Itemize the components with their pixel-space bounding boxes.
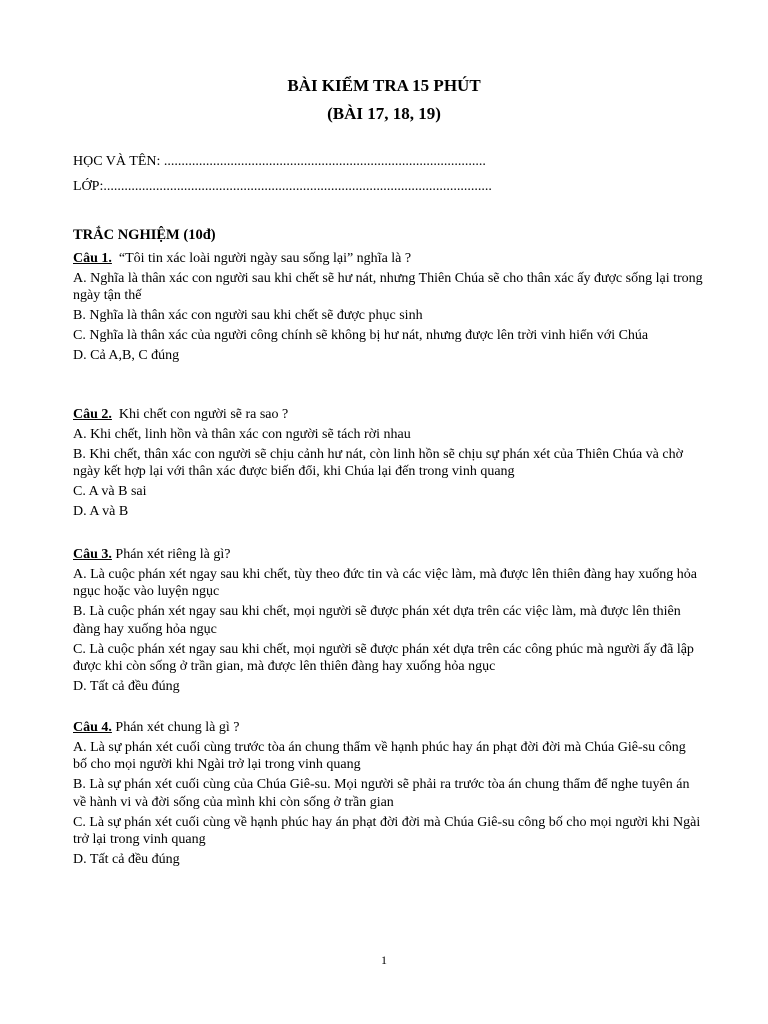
question-2 bbox=[73, 406, 703, 523]
document-title: BÀI KIỂM TRA 15 PHÚT bbox=[287, 76, 481, 95]
question-3-label: Câu 3. bbox=[73, 547, 112, 562]
question-3 bbox=[73, 546, 703, 698]
question-4-header bbox=[73, 719, 703, 737]
question-1-option-d: D. Cả A,B, C đúng bbox=[73, 348, 180, 363]
question-4-option-b: B. Là sự phán xét cuối cùng của Chúa Giê-su. Mọi người sẽ phải ra trước tòa án chung thẩm để nghe tuyên án về hành vi và đời sống của mình khi còn sống ở trần gian bbox=[73, 777, 690, 810]
question-1 bbox=[73, 250, 703, 367]
question-2-option-d: D. A và B bbox=[73, 504, 129, 519]
question-1-text: “Tôi tin xác loài người ngày sau sống lại” nghĩa là ? bbox=[118, 251, 412, 266]
question-4-option-a: A. Là sự phán xét cuối cùng trước tòa án chung thẩm về hạnh phúc hay án phạt đời đời mà Chúa Giê-su công bố cho mọi người khi Ngài trở lại trong vinh quang bbox=[73, 739, 686, 772]
question-2-text: Khi chết con người sẽ ra sao ? bbox=[118, 407, 289, 422]
question-4-label: Câu 4. bbox=[73, 720, 112, 735]
page-number: 1 bbox=[381, 953, 387, 967]
document-subtitle: (BÀI 17, 18, 19) bbox=[327, 104, 441, 123]
question-1-option-b: B. Nghĩa là thân xác con người sau khi chết sẽ được phục sinh bbox=[73, 308, 423, 323]
question-4-text: Phán xét chung là gì ? bbox=[115, 720, 240, 735]
question-3-option-b: B. Là cuộc phán xét ngay sau khi chết, mọi người sẽ được phán xét dựa trên các việc làm, mà được lên thiên đàng hay xuống hỏa ngục bbox=[73, 604, 681, 637]
question-2-option-b: B. Khi chết, thân xác con người sẽ chịu cảnh hư nát, còn linh hồn sẽ chịu sự phán xét của Thiên Chúa và chờ ngày kết hợp lại với thân xác được biến đổi, khi Chúa lại đến trong vinh quang bbox=[73, 446, 683, 479]
question-4 bbox=[73, 719, 703, 871]
question-1-header bbox=[73, 250, 703, 268]
question-2-option-c: C. A và B sai bbox=[73, 484, 147, 499]
question-2-option-a: A. Khi chết, linh hồn và thân xác con người sẽ tách rời nhau bbox=[73, 426, 411, 442]
question-3-option-d: D. Tất cả đều đúng bbox=[73, 679, 180, 694]
question-3-option-c: C. Là cuộc phán xét ngay sau khi chết, mọi người sẽ được phán xét dựa trên các công phúc mà người ấy đã lập được khi còn sống ở trần gian, mà được lên thiên đàng hay xuống hỏa ngục bbox=[73, 641, 694, 674]
question-4-option-d: D. Tất cả đều đúng bbox=[73, 852, 180, 867]
name-field: HỌC VÀ TÊN: ............................................................................................ bbox=[73, 154, 486, 169]
question-1-label: Câu 1. bbox=[73, 251, 112, 266]
question-4-option-c: C. Là sự phán xét cuối cùng về hạnh phúc hay án phạt đời đời mà Chúa Giê-su công bố cho mọi người khi Ngài trở lại trong vinh quang bbox=[73, 814, 701, 847]
question-2-header bbox=[73, 406, 703, 424]
question-3-text: Phán xét riêng là gì? bbox=[115, 547, 231, 562]
section-heading: TRẮC NGHIỆM (10đ) bbox=[73, 227, 216, 243]
question-1-option-a: A. Nghĩa là thân xác con người sau khi chết sẽ hư nát, nhưng Thiên Chúa sẽ cho thân xác ấy được sống lại trong ngày tận thế bbox=[73, 270, 703, 303]
question-3-option-a: A. Là cuộc phán xét ngay sau khi chết, tùy theo đức tin và các việc làm, mà được lên thiên đàng hay xuống hỏa ngục hoặc vào luyện ngục bbox=[73, 566, 697, 599]
class-field: LỚP:............................................................................................................... bbox=[73, 179, 492, 194]
question-2-label: Câu 2. bbox=[73, 407, 112, 422]
question-3-header bbox=[73, 546, 703, 564]
question-1-option-c: C. Nghĩa là thân xác của người công chính sẽ không bị hư nát, nhưng được lên trời vinh hiển với Chúa bbox=[73, 328, 649, 343]
